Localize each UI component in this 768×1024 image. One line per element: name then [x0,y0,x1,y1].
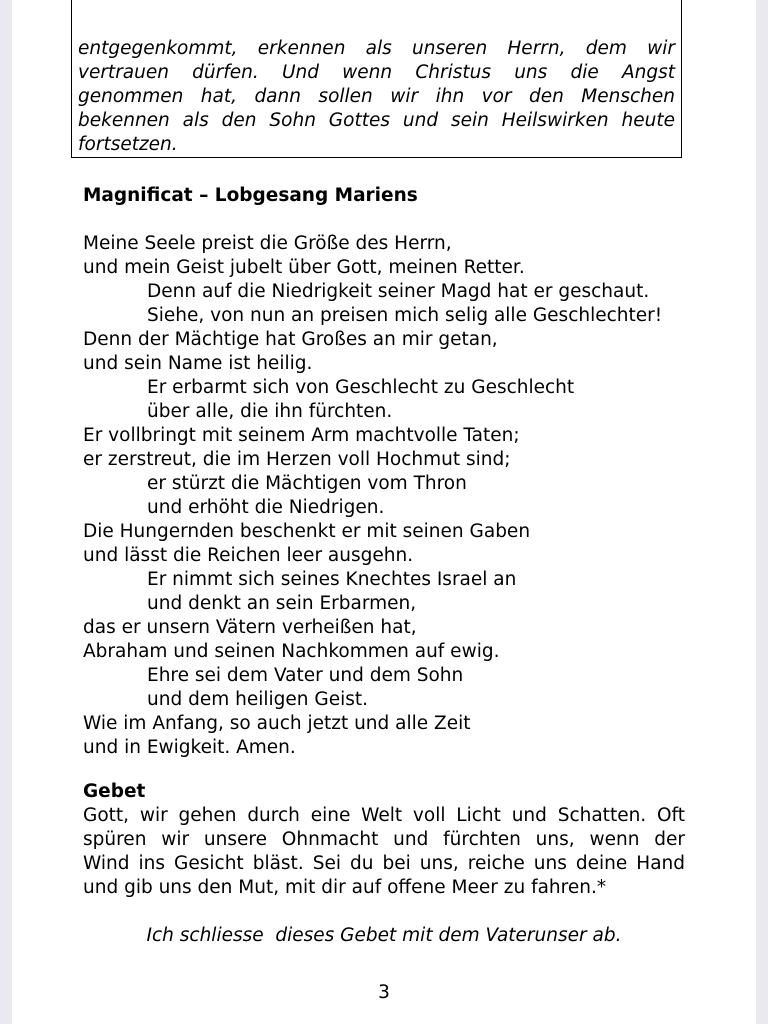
gebet-heading: Gebet [83,781,146,802]
hymn-line: und in Ewigkeit. Amen. [83,737,296,758]
prayer-line: Wind ins Gesicht bläst. Sei du bei uns, reiche uns deine Hand [83,853,685,874]
hymn-line: Wie im Anfang, so auch jetzt und alle Zeit [83,713,471,734]
boxed-text-line: fortsetzen. [78,134,178,155]
hymn-line: Er vollbringt mit seinem Arm machtvolle Taten; [83,425,520,446]
closing-note: Ich schliesse dieses Gebet mit dem Vaterunser ab. [146,925,622,946]
prayer-line: Gott, wir gehen durch eine Welt voll Licht und Schatten. Oft [83,805,685,826]
hymn-line: und sein Name ist heilig. [83,353,313,374]
hymn-line-indented: er stürzt die Mächtigen vom Thron [147,473,467,494]
hymn-line-indented: Er nimmt sich seines Knechtes Israel an [147,569,517,590]
hymn-line: und lässt die Reichen leer ausgehn. [83,545,414,566]
magnificat-text [83,232,703,760]
boxed-text-line: vertrauen dürfen. Und wenn Christus uns die Angst [78,62,675,83]
hymn-line-indented: Ehre sei dem Vater und dem Sohn [147,665,464,686]
hymn-line: er zerstreut, die im Herzen voll Hochmut sind; [83,449,511,470]
boxed-text-frame [71,0,682,158]
boxed-text-line: bekennen als den Sohn Gottes und sein Heilswirken heute [78,110,675,131]
hymn-line-indented: Siehe, von nun an preisen mich selig alle Geschlechter! [147,305,663,326]
hymn-line: Meine Seele preist die Größe des Herrn, [83,233,452,254]
hymn-line-indented: und erhöht die Niedrigen. [147,497,385,518]
hymn-line-indented: und dem heiligen Geist. [147,689,368,710]
gebet-text [83,804,685,900]
hymn-line: Abraham und seinen Nachkommen auf ewig. [83,641,500,662]
hymn-line-indented: Denn auf die Niedrigkeit seiner Magd hat er geschaut. [147,281,650,302]
hymn-line: und mein Geist jubelt über Gott, meinen Retter. [83,257,525,278]
boxed-text-line: genommen hat, dann sollen wir ihn vor den Menschen [78,86,675,107]
hymn-line: Die Hungernden beschenkt er mit seinen Gaben [83,521,531,542]
page-number: 3 [378,982,390,1003]
boxed-text-line: entgegenkommt, erkennen als unseren Herrn, dem wir [78,38,675,59]
prayer-line: und gib uns den Mut, mit dir auf offene Meer zu fahren.* [83,877,607,898]
hymn-line-indented: Er erbarmt sich von Geschlecht zu Geschlecht [147,377,575,398]
hymn-line: Denn der Mächtige hat Großes an mir getan, [83,329,498,350]
prayer-line: spüren wir unsere Ohnmacht und fürchten uns, wenn der [83,829,685,850]
hymn-line: das er unsern Vätern verheißen hat, [83,617,417,638]
hymn-line-indented: und denkt an sein Erbarmen, [147,593,417,614]
hymn-line-indented: über alle, die ihn fürchten. [147,401,393,422]
magnificat-heading: Magnificat – Lobgesang Mariens [83,185,418,206]
